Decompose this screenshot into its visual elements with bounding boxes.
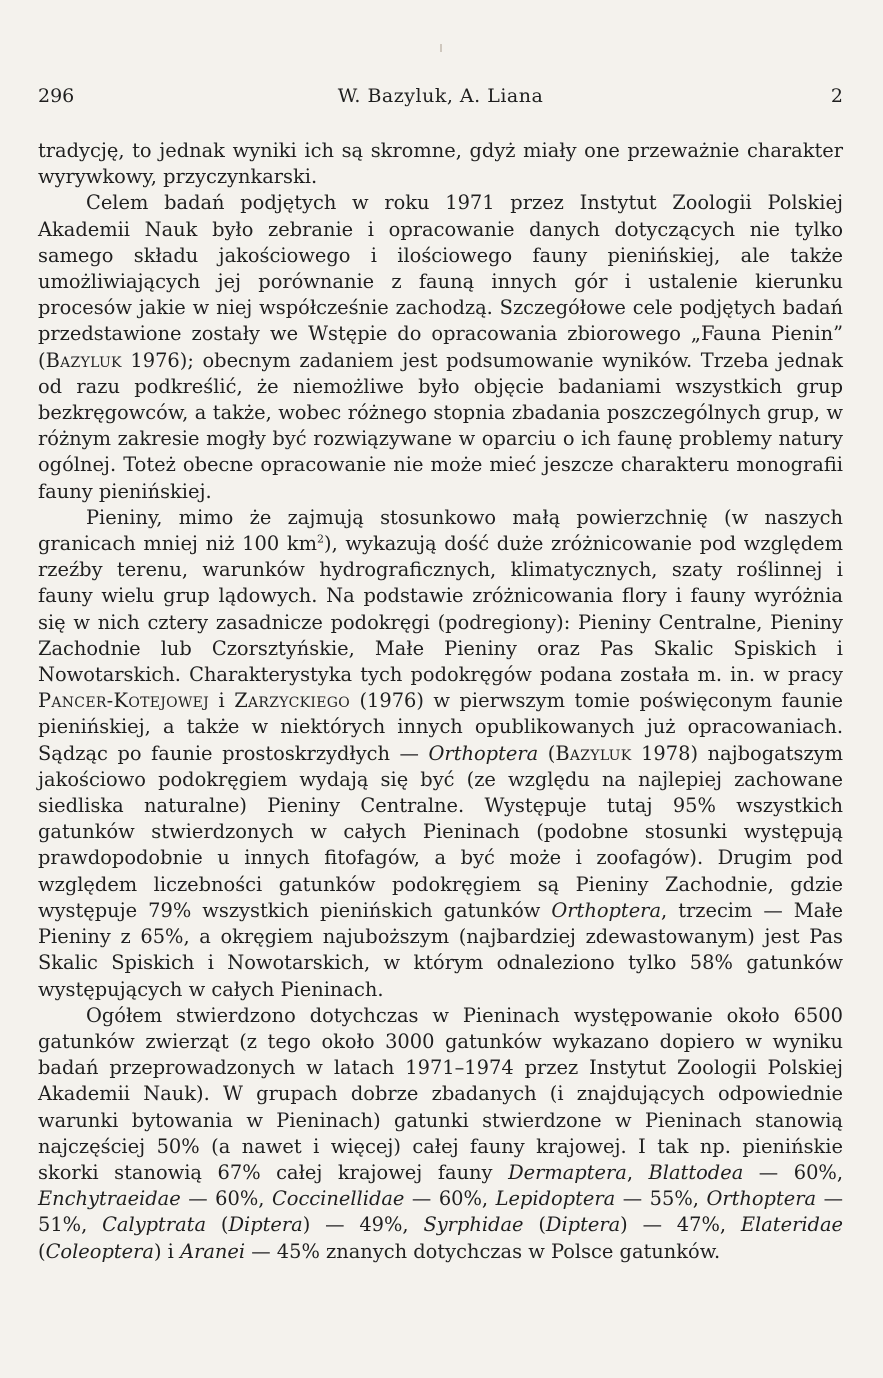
section-number: 2 [830,85,843,107]
text-run: Pieniny, mimo że zajmują stosunkowo małą powierzchnię (w naszych granicach mniej niż 100 km [38,505,843,556]
text-run: — 55%, [615,1187,707,1211]
paragraph [38,190,843,504]
body-text [38,138,843,1265]
taxon-name: Enchytraeidae [38,1187,181,1211]
taxon-name: Orthoptera [706,1187,817,1211]
text-run: — 45% znanych dotychczas w Polsce gatunków. [245,1239,721,1263]
text-run: 1978) najbogatszym jakościowo podokręgiem wydają się być (ze względu na najlepiej zachowane siedliska naturalne) Pieniny Centralne. Występuje tutaj 95% wszystkich gatunków stwierdzonych w całych Pieninach (podobne stosunki występują prawdopodobnie u innych fitofagów, a być może i zoofagów). Drugim pod względem liczebności gatunków podokręgiem są Pieniny Zachodnie, gdzie występuje 79% wszystkich pienińskich gatunków [38,741,844,922]
text-run: ) — 49%, [302,1213,424,1237]
text-run: ( [538,741,556,765]
text-run: — 60%, [180,1187,272,1211]
text-run: 1976); obecnym zadaniem jest podsumowanie wyników. Trzeba jednak od razu podkreślić, że niemożliwe było objęcie badaniami wszystkich grup bezkręgowców, a także, wobec różnego stopnia zbadania poszczególnych grup, w różnym zakresie mogły być rozwiązywane w oparciu o ich faunę problemy natury ogólnej. Toteż obecne opracowanie nie może mieć jeszcze charakteru monografii fauny pienińskiej. [38,348,843,503]
paragraph [38,505,843,1003]
taxon-name: Coleoptera [45,1239,154,1263]
text-run: , [626,1160,649,1184]
text-run: — 51%, [38,1187,843,1237]
author-citation: Bazyluk [555,741,632,765]
author-citation: Bazyluk [45,348,122,372]
text-run: ( [38,1239,46,1263]
page-number: 296 [38,85,75,107]
taxon-name: Diptera [228,1213,303,1237]
author-citation: Pancer-Kotejowej [38,689,210,713]
taxon-name: Coccinellidae [271,1187,405,1211]
taxon-name: Calyptrata [102,1213,207,1237]
taxon-name: Elateridae [740,1213,843,1237]
taxon-name: Blattodea [648,1160,744,1184]
taxon-name: Aranei [180,1239,246,1263]
scan-mark [440,44,442,52]
taxon-name: Syrphidae [423,1213,524,1237]
text-run: i [209,689,235,713]
text-run: ( [523,1213,546,1237]
superscript: 2 [317,532,324,546]
taxon-name: Dermaptera [508,1160,627,1184]
text-run: , trzecim — Małe Pieniny z 65%, a okręgiem najuboższym (najbardziej zdewastowanym) jest Pas Skalic Spiskich i Nowotarskich, w którym odnaleziono tylko 58% gatunków występujących w całych Pieninach. [38,898,843,1001]
text-run: ) — 47%, [620,1213,741,1237]
taxon-name: Orthoptera [428,741,539,765]
running-head-authors: W. Bazyluk, A. Liana [337,85,544,107]
text-run: ) i [153,1239,181,1263]
taxon-name: Lepidoptera [495,1187,616,1211]
paragraph [38,138,843,190]
taxon-name: Orthoptera [551,898,662,922]
running-header [38,84,843,108]
text-run: — 60%, [404,1187,496,1211]
text-run: Ogółem stwierdzono dotychczas w Pieninach występowanie około 6500 gatunków zwierząt (z tego około 3000 gatunków wykazano dopiero w wyniku badań przeprowadzonych w latach 1971–1974 przez Instytut Zoologii Polskiej Akademii Nauk). W grupach dobrze zbadanych (i znajdujących odpowiednie warunki bytowania w Pieninach) gatunki stwierdzone w Pieninach stanowią najczęściej 50% (a nawet i więcej) całej fauny krajowej. I tak np. pienińskie skorki stanowią 67% całej krajowej fauny [38,1003,843,1184]
text-run: ( [206,1213,229,1237]
text-run: — 60%, [743,1160,844,1184]
text-run: tradycję, to jednak wyniki ich są skromne, gdyż miały one przeważnie charakter wyrywkowy, przyczynkarski. [38,139,843,189]
paragraph [38,1003,843,1265]
text-run: Celem badań podjętych w roku 1971 przez Instytut Zoologii Polskiej Akademii Nauk było zebranie i opracowanie danych dotyczących nie tylko samego składu jakościowego i ilościowego fauny pienińskiej, ale także umożliwiających jej porównanie z fauną innych gór i ustalenie kierunku procesów jakie w niej współcześnie zachodzą. Szczegółowe cele podjętych badań przedstawione zostały we Wstępie do opracowania zbiorowego „Fauna Pienin” ( [38,191,843,372]
author-citation: Zarzyckiego [234,689,350,713]
taxon-name: Diptera [545,1213,621,1237]
text-run: ), wykazują dość duże zróżnicowanie pod względem rzeźby terenu, warunków hydrograficznych, klimatycznych, szaty roślinnej i fauny wielu grup lądowych. Na podstawie zróżnicowania flory i fauny wyróżnia się w nich cztery zasadnicze podokręgi (podregiony): Pieniny Centralne, Pieniny Zachodnie lub Czorsztyńskie, Małe Pieniny oraz Pas Skalic Spiskich i Nowotarskich. Charakterystyka tych podokręgów podana została m. in. w pracy [38,532,843,687]
text-run: (1976) w pierwszym tomie poświęconym faunie pienińskiej, a także w niektórych innych opublikowanych już opracowaniach. Sądząc po faunie prostoskrzydłych — [38,689,844,765]
